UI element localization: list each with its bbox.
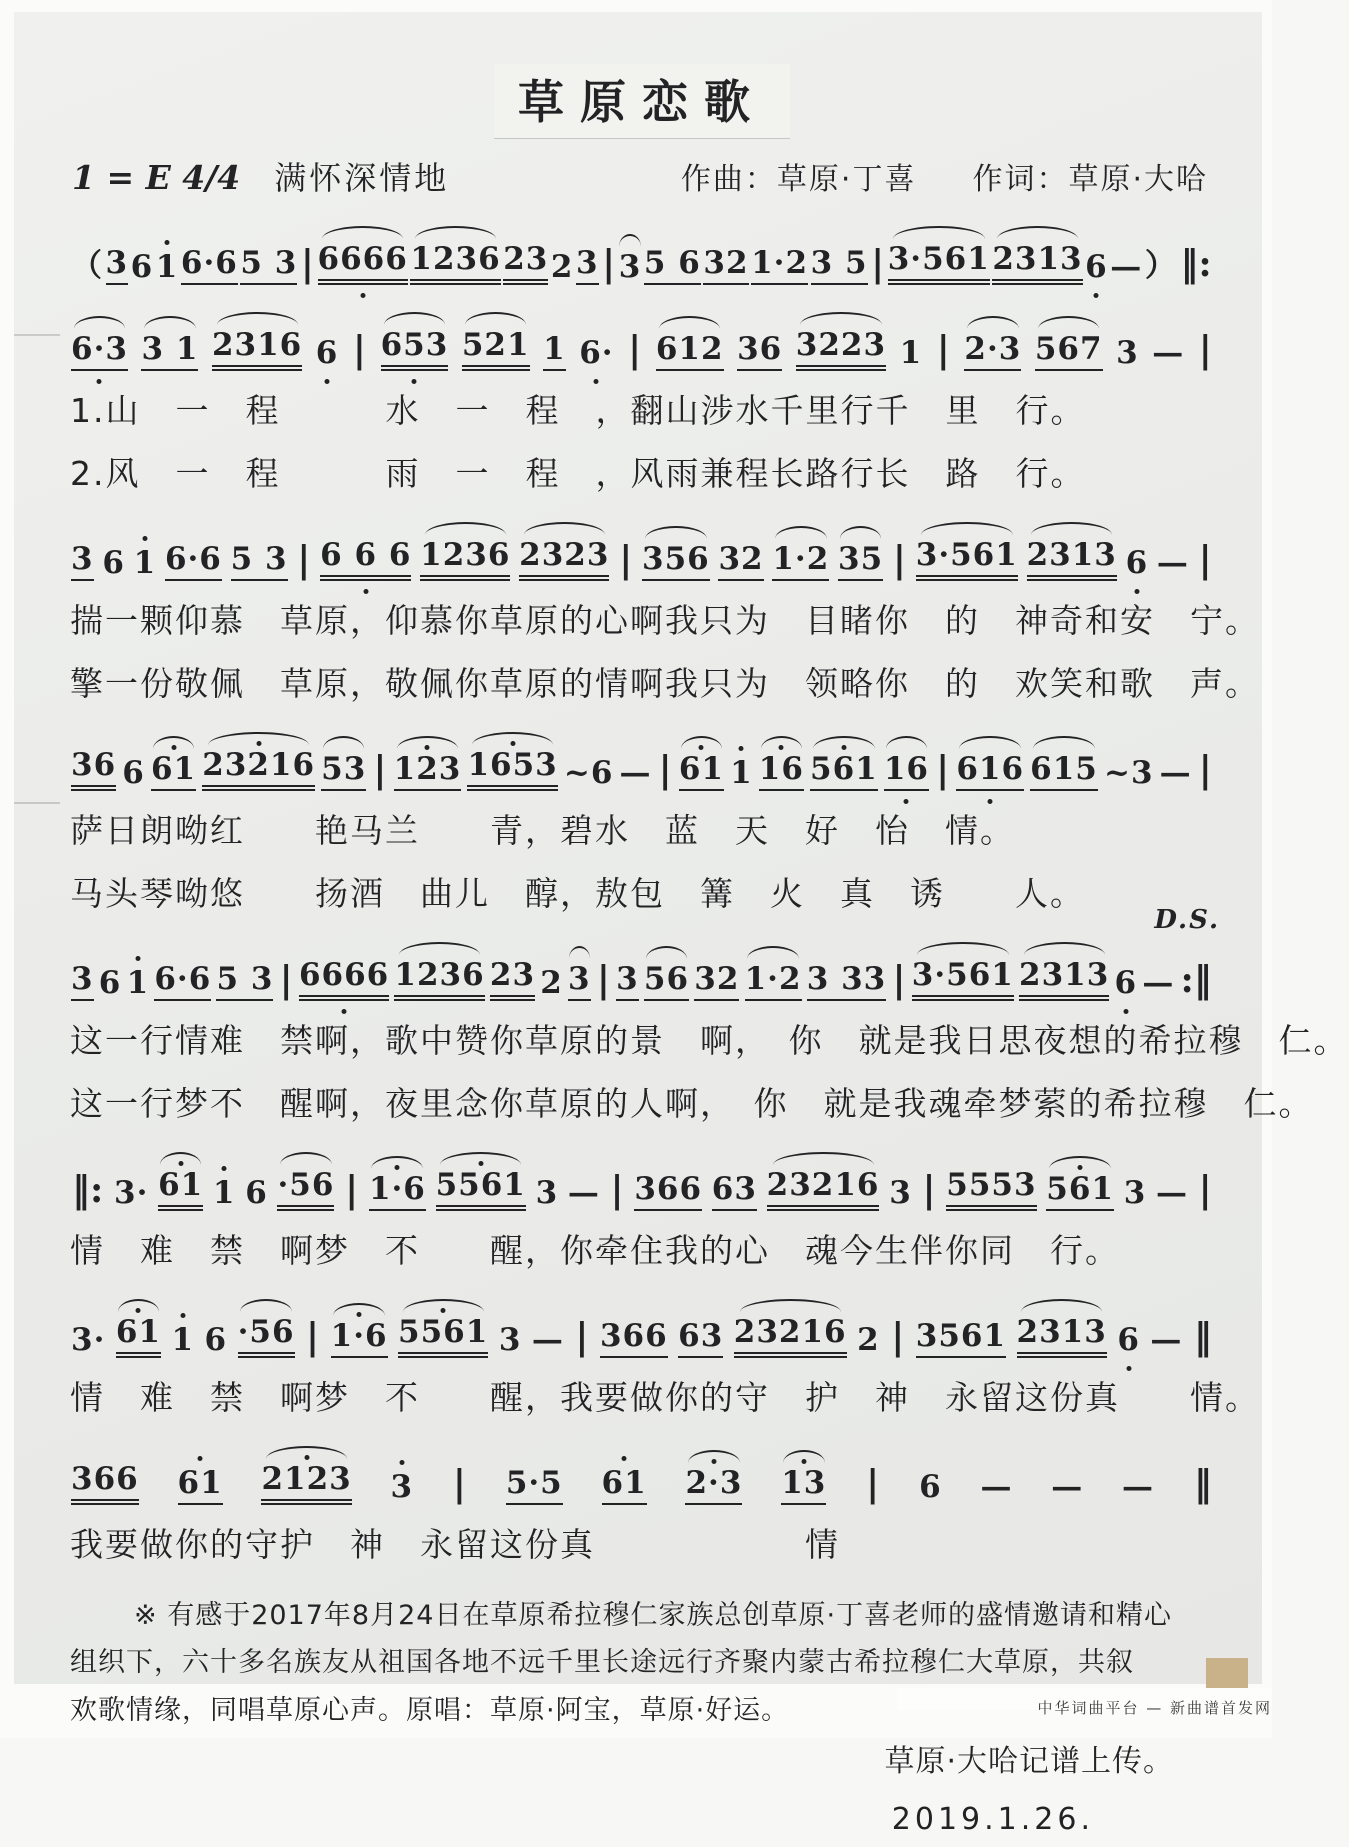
- note-group: 2323: [518, 537, 610, 581]
- note-group: 3: [567, 961, 592, 1001]
- note-group: 32: [702, 245, 749, 285]
- note-group: —: [567, 1175, 600, 1211]
- note-group: 1236: [393, 957, 485, 1001]
- note-group: 3 33: [806, 961, 888, 1001]
- lyric-line: 擎一份敬佩 草原，敬佩你草原的情啊我只为 领略你 的 欢笑和歌 声。: [70, 664, 1260, 703]
- note-group: 6: [204, 1322, 228, 1358]
- note-group: 3: [1116, 335, 1139, 371]
- footnote-line: ※ 有感于2017年8月24日在草原希拉穆仁家族总创草原·丁喜老师的盛情邀请和精心: [134, 1600, 1173, 1631]
- note-group: ·56: [276, 1167, 335, 1211]
- lyricist-credit: 作词：草原·大哈: [972, 162, 1208, 197]
- note-group: 23216: [733, 1314, 848, 1358]
- barline: |: [1198, 1169, 1212, 1211]
- note-group: —: [1159, 755, 1192, 791]
- date: 2019.1.26.: [891, 1802, 1094, 1838]
- note-group: 2313: [1026, 537, 1118, 581]
- note-group: ~3: [1103, 755, 1154, 791]
- barline: |: [602, 243, 616, 285]
- note-group: 6666: [317, 241, 409, 285]
- footnote: [70, 1592, 1214, 1847]
- note-group: —: [1150, 1322, 1183, 1358]
- note-group: 1·2: [744, 961, 803, 1001]
- note-group: 2123: [260, 1461, 352, 1505]
- note-group: 2·3: [963, 331, 1022, 371]
- note-group: ~6: [563, 755, 614, 791]
- barline: |: [892, 539, 907, 581]
- note-group: 6: [102, 545, 125, 581]
- note-group: 2: [550, 249, 574, 285]
- note-group: 61: [157, 1167, 204, 1211]
- note-group: 2: [857, 1322, 880, 1358]
- barline: |: [373, 749, 387, 791]
- note-group: 32: [717, 541, 764, 581]
- notes-line: [70, 735, 1214, 791]
- barline: |: [892, 959, 906, 1001]
- note-group: 1: [212, 1175, 237, 1211]
- note-group: 616: [955, 751, 1025, 791]
- note-group: —: [980, 1469, 1013, 1505]
- note-group: 521: [461, 327, 531, 371]
- note-group: —: [1110, 249, 1143, 285]
- note-group: 36: [70, 747, 117, 791]
- barline: |: [596, 959, 610, 1001]
- barline: ‖: [1193, 1316, 1212, 1358]
- note-group: 3: [70, 961, 95, 1001]
- note-group: 61: [601, 1465, 648, 1505]
- note-group: 35: [837, 541, 884, 581]
- note-group: 3·: [71, 1322, 106, 1358]
- notes-line: [70, 315, 1214, 371]
- note-group: 36: [736, 331, 783, 371]
- watermark-text: 中华词曲平台 — 新曲谱首发网: [1037, 1699, 1272, 1717]
- barline: ‖:: [72, 1169, 104, 1211]
- note-group: 567: [1034, 331, 1104, 371]
- barline: |: [922, 1169, 936, 1211]
- lyric-line: 我要做你的守护 神 永留这份真 情: [70, 1525, 840, 1564]
- score-body: [70, 229, 1349, 1566]
- note-group: 615: [1029, 751, 1099, 791]
- note-group: —: [1051, 1469, 1084, 1505]
- note-group: 6: [130, 249, 154, 285]
- note-group: ·56: [237, 1314, 296, 1358]
- note-group: 561: [1045, 1171, 1115, 1211]
- notes-line: [70, 525, 1214, 581]
- barline: |: [871, 243, 885, 285]
- note-group: 6·: [578, 335, 614, 371]
- transcriber-signature: 草原·大哈记谱上传。: [884, 1743, 1174, 1779]
- barline: |: [1198, 539, 1212, 581]
- lyric-line: 1.山 一 程 水 一 程 ，翻山涉水千里行千 里 行。: [70, 391, 1086, 430]
- note-group: 2313: [991, 241, 1083, 285]
- note-group: 23216: [201, 747, 316, 791]
- note-group: 3·: [114, 1175, 149, 1211]
- note-group: 366: [599, 1318, 669, 1358]
- note-group: —: [1155, 1175, 1188, 1211]
- note-group: —: [1156, 545, 1189, 581]
- barline: |: [610, 1169, 624, 1211]
- note-group: 5561: [397, 1314, 489, 1358]
- barline: |: [891, 1316, 905, 1358]
- barline: |: [345, 1169, 359, 1211]
- tempo-expression: 满怀深情地: [274, 159, 450, 197]
- note-group: 6: [122, 755, 145, 791]
- note-group: 6: [315, 335, 340, 371]
- note-group: （: [71, 248, 103, 284]
- composer-credit: 作曲：草原·丁喜: [680, 162, 917, 197]
- barline: |: [352, 329, 367, 371]
- note-group: 1·6: [368, 1171, 427, 1211]
- note-group: 5553: [945, 1167, 1037, 1211]
- notes-line: [70, 1449, 1214, 1505]
- note-group: 6: [98, 965, 122, 1001]
- note-group: 3: [575, 245, 600, 285]
- note-group: 63: [677, 1318, 724, 1358]
- note-group: 1: [542, 331, 567, 371]
- fold-mark: [14, 334, 60, 336]
- note-group: 3: [889, 1175, 912, 1211]
- note-group: 1: [133, 545, 158, 581]
- note-group: 1: [155, 249, 180, 285]
- lyric-line: 萨日朗呦红 艳马兰 青，碧水 蓝 天 好 怡 情。: [70, 811, 1015, 850]
- note-group: 612: [655, 331, 725, 371]
- note-group: 3 5: [810, 245, 869, 285]
- note-group: 5·5: [505, 1465, 564, 1505]
- note-group: —: [1152, 335, 1185, 371]
- note-group: 1: [126, 965, 151, 1001]
- barline: |: [452, 1463, 467, 1505]
- note-group: 61: [115, 1314, 162, 1358]
- note-group: 6 6 6: [319, 537, 412, 581]
- lyric-line: 这一行梦不 醒啊，夜里念你草原的人啊， 你 就是我魂牵梦萦的希拉穆 仁。: [70, 1084, 1314, 1123]
- barline: |: [628, 329, 642, 371]
- barline: |: [866, 1463, 880, 1505]
- note-group: —: [1122, 1469, 1155, 1505]
- barline: |: [936, 749, 950, 791]
- note-group: 2: [540, 965, 563, 1001]
- note-group: 653: [380, 327, 450, 371]
- note-group: 56: [643, 961, 690, 1001]
- note-group: 6·6: [180, 245, 239, 285]
- note-group: 23: [502, 241, 549, 285]
- note-group: 1·6: [330, 1318, 389, 1358]
- note-group: 1: [899, 335, 923, 371]
- note-group: 6: [1114, 965, 1139, 1001]
- note-group: 366: [70, 1461, 140, 1505]
- note-group: 5561: [435, 1167, 527, 1211]
- note-group: 1653: [466, 747, 558, 791]
- note-group: 6: [245, 1175, 268, 1211]
- note-group: 1236: [419, 537, 511, 581]
- note-group: 1·2: [771, 541, 830, 581]
- key-signature: 1 = E 4/4: [72, 158, 241, 197]
- note-group: 3: [1123, 1175, 1147, 1211]
- note-group: 123: [393, 751, 463, 791]
- note-group: 6: [1084, 249, 1109, 285]
- lyric-line: 2.风 一 程 雨 一 程 ，风雨兼程长路行长 路 行。: [70, 454, 1086, 493]
- barline: |: [297, 539, 311, 581]
- note-group: 3·561: [887, 241, 991, 285]
- note-group: 6·6: [164, 541, 223, 581]
- note-group: 356: [641, 541, 711, 581]
- note-group: —: [531, 1322, 564, 1358]
- watermark: [897, 1688, 1272, 1717]
- fold-mark: [14, 802, 60, 804]
- note-group: 63: [711, 1171, 758, 1211]
- note-group: 2313: [1018, 957, 1110, 1001]
- note-group: 3: [70, 541, 95, 581]
- lyric-line: 马头琴呦悠 扬酒 曲儿 醇，敖包 篝 火 真 诱 人。 D.S.: [70, 874, 1220, 935]
- note-group: 3: [535, 1175, 559, 1211]
- note-group: 3: [618, 249, 643, 285]
- note-group: 23216: [766, 1167, 881, 1211]
- barline: |: [306, 1316, 320, 1358]
- note-group: 5 3: [239, 245, 298, 285]
- note-group: 16: [883, 751, 930, 791]
- lyric-line: 情 难 禁 啊梦 不 醒，我要做你的守 护 神 永留这份真 情。: [70, 1378, 1260, 1417]
- note-group: 61: [150, 751, 197, 791]
- score-meta: [72, 153, 1208, 199]
- notes-line: [70, 1302, 1214, 1358]
- lyric-line: 情 难 禁 啊梦 不 醒，你牵住我的心 魂今生伴你同 行。: [70, 1231, 1120, 1270]
- notes-line: [70, 945, 1214, 1001]
- note-group: 5 3: [215, 961, 274, 1001]
- note-group: 61: [177, 1465, 224, 1505]
- barline: |: [936, 329, 950, 371]
- note-group: 6·3: [70, 331, 129, 371]
- note-group: 53: [320, 751, 367, 791]
- note-group: 61: [678, 751, 725, 791]
- barline: |: [658, 749, 672, 791]
- song-title: 草原恋歌: [494, 64, 790, 139]
- note-group: 3: [498, 1322, 522, 1358]
- note-group: 3 1: [140, 331, 199, 371]
- footnote-line: 欢歌情缘，同唱草原心声。原唱：草原·阿宝，草原·好运。: [70, 1694, 790, 1726]
- lyric-line: 这一行情难 禁啊，歌中赞你草原的景 啊， 你 就是我日思夜想的希拉穆 仁。: [70, 1021, 1349, 1060]
- note-group: 2313: [1016, 1314, 1108, 1358]
- note-group: 13: [780, 1465, 827, 1505]
- barline: ‖:: [1180, 243, 1212, 285]
- note-group: 366: [633, 1171, 703, 1211]
- barline: |: [1198, 329, 1212, 371]
- note-group: 561: [809, 751, 879, 791]
- barline: |: [1198, 749, 1212, 791]
- note-group: 5 3: [230, 541, 289, 581]
- note-group: 16: [758, 751, 805, 791]
- note-group: 5 6: [643, 245, 702, 285]
- note-group: 3·561: [911, 957, 1015, 1001]
- barline: |: [279, 959, 293, 1001]
- note-group: 1·2: [750, 245, 809, 285]
- barline: |: [575, 1316, 589, 1358]
- note-group: 3: [105, 245, 130, 285]
- ds-mark: D.S.: [1154, 905, 1220, 935]
- note-group: 6666: [298, 957, 390, 1001]
- barline: :‖: [1180, 959, 1212, 1001]
- note-group: —: [1142, 965, 1175, 1001]
- notes-line: [70, 1155, 1214, 1211]
- note-group: 3: [615, 961, 640, 1001]
- barline: |: [619, 539, 633, 581]
- note-group: 23: [489, 957, 536, 1001]
- note-group: —: [619, 755, 652, 791]
- note-group: ）: [1144, 248, 1177, 284]
- footnote-line: 组织下，六十多名族友从祖国各地不远千里长途远行齐聚内蒙古希拉穆仁大草原，共叙: [70, 1647, 1134, 1679]
- note-group: 1236: [409, 241, 501, 285]
- note-group: 1: [170, 1322, 195, 1358]
- note-group: 2·3: [684, 1465, 743, 1505]
- barline: |: [300, 243, 314, 285]
- note-group: 6: [1125, 545, 1150, 581]
- notes-line: [70, 229, 1214, 285]
- note-group: 2316: [211, 327, 303, 371]
- note-group: 3: [390, 1469, 415, 1505]
- lyric-line: 揣一颗仰慕 草原，仰慕你草原的心啊我只为 目睹你 的 神奇和安 宁。: [70, 601, 1260, 640]
- note-group: 6: [1116, 1322, 1141, 1358]
- note-group: 3223: [795, 327, 887, 371]
- note-group: 6: [919, 1469, 942, 1505]
- note-group: 3561: [915, 1318, 1007, 1358]
- note-group: 3·561: [915, 537, 1019, 581]
- note-group: 32: [693, 961, 740, 1001]
- barline: ‖: [1193, 1463, 1212, 1505]
- note-group: 1: [729, 755, 754, 791]
- note-group: 6·6: [153, 961, 212, 1001]
